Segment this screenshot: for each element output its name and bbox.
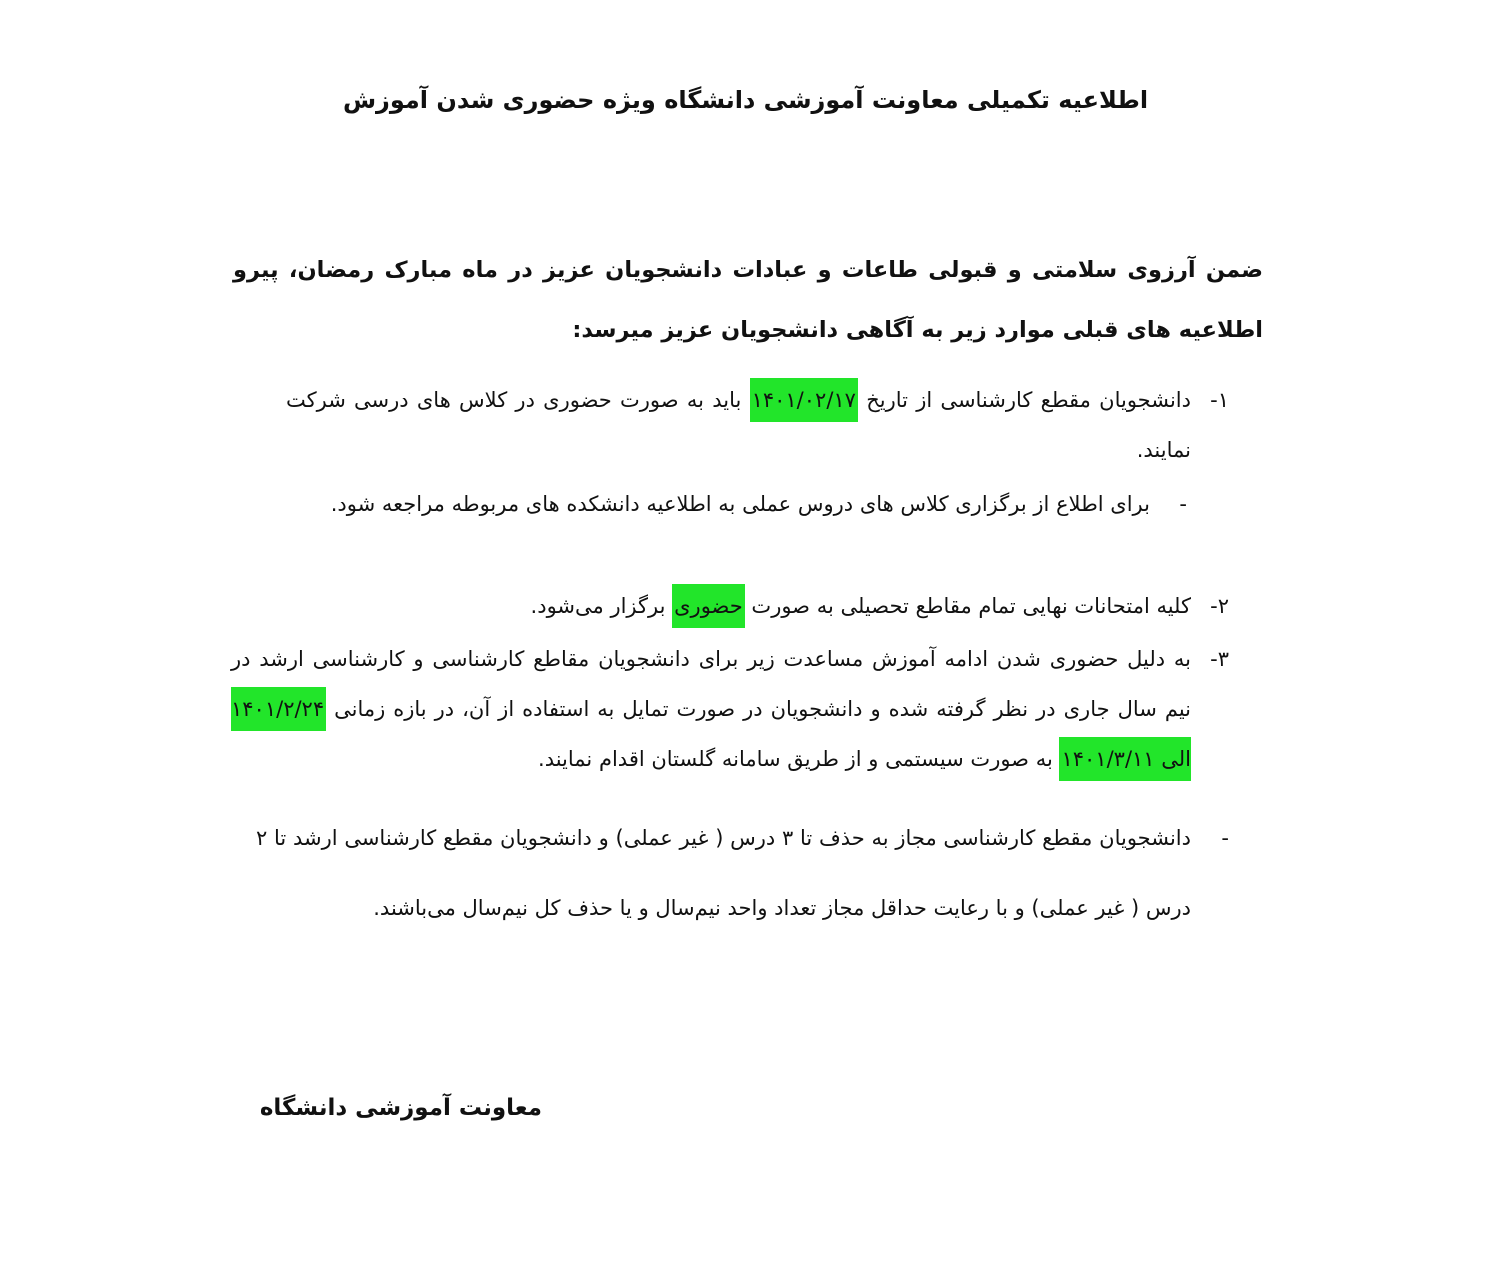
item-1-date-highlight: ۱۴۰۱/۰۲/۱۷: [750, 378, 858, 422]
subitem-dash-1: -: [1179, 492, 1187, 516]
announcement-title: اطلاعیه تکمیلی معاونت آموزشی دانشگاه ویژه حضوری شدن آموزش: [342, 86, 1149, 114]
item-2-word-highlight: حضوری: [672, 584, 745, 628]
item-text-3: [231, 634, 1191, 784]
list-item-3: [0, 634, 1491, 789]
list-item-2: [0, 581, 1491, 631]
item-number-1: ۱-: [1210, 388, 1229, 412]
item-2-text-after: برگزار می‌شود.: [530, 594, 673, 618]
list-subitem-3: [0, 803, 1491, 1003]
item-number-2: ۲-: [1210, 594, 1229, 618]
item-3-date-range-highlight: ۱۴۰۱/۲/۲۴ الی ۱۴۰۱/۳/۱۱: [231, 687, 1191, 781]
item-3-text-after: به صورت سیستمی و از طریق سامانه گلستان اقدام نمایند.: [538, 747, 1060, 771]
subitem-dash-3: -: [1221, 826, 1229, 850]
list-subitem-1: [0, 479, 1491, 579]
item-text-1: [286, 375, 1191, 475]
item-1-text-after: باید به صورت حضوری در کلاس های درسی شرکت نمایند.: [286, 388, 1191, 462]
subitem-text-1: برای اطلاع از برگزاری کلاس های دروس عملی به اطلاعیه دانشکده های مربوطه مراجعه شود.: [330, 492, 1150, 516]
item-number-3: ۳-: [1210, 647, 1229, 671]
signature: معاونت آموزشی دانشگاه: [259, 1095, 542, 1121]
item-text-2: [286, 581, 1191, 631]
item-2-text-before: کلیه امتحانات نهایی تمام مقاطع تحصیلی به صورت: [744, 594, 1191, 618]
subitem-text-3: دانشجویان مقطع کارشناسی مجاز به حذف تا ۳ درس ( غیر عملی) و دانشجویان مقطع کارشناسی ارشد تا ۲ درس ( غیر عملی) و با رعایت حداقل مجاز تعداد واحد نیم‌سال و یا حذف کل نیم‌سال می‌باشند.: [256, 826, 1191, 920]
item-3-text-before: به دلیل حضوری شدن ادامه آموزش مساعدت زیر برای دانشجویان مقاطع کارشناسی و کارشناسی ارشد در نیم سال جاری در نظر گرفته شده و دانشجویان در صورت تمایل به استفاده از آن، در بازه زمانی: [231, 647, 1191, 721]
list-item-1: [0, 375, 1491, 475]
item-1-text-before: دانشجویان مقطع کارشناسی از تاریخ: [857, 388, 1191, 412]
intro-paragraph: ضمن آرزوی سلامتی و قبولی طاعات و عبادات دانشجویان عزیز در ماه مبارک رمضان، پیرو اطلاعیه های قبلی موارد زیر به آگاهی دانشجویان عزیز میرسد:: [233, 257, 1263, 343]
